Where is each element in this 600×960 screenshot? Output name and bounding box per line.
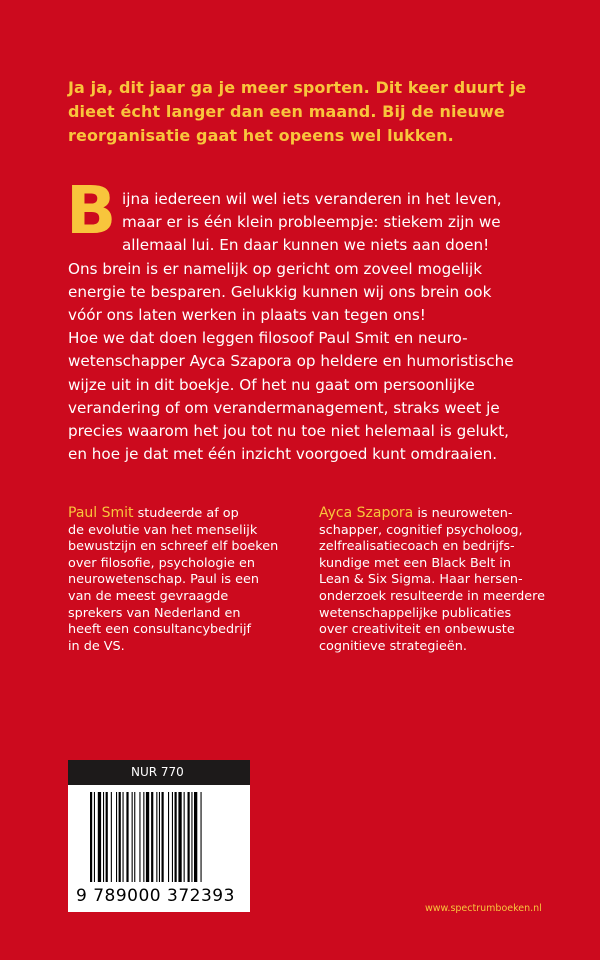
- bio-line: zelfrealisatiecoach en bedrijfs-: [319, 539, 515, 555]
- barcode-bar: [98, 792, 101, 882]
- barcode-bar: [143, 792, 144, 882]
- barcode-bar: [156, 792, 157, 882]
- tagline-line: dieet écht langer dan een maand. Bij de nieuwe: [68, 102, 505, 121]
- isbn-number: 9 789000 372393: [76, 886, 235, 906]
- barcode-bar: [126, 792, 128, 882]
- barcode-bar: [184, 792, 185, 882]
- bio-line: kundige met een Black Belt in: [319, 555, 511, 571]
- tagline: [68, 76, 526, 148]
- barcode-bar: [90, 792, 92, 882]
- blurb-line: wetenschapper Ayca Szapora op heldere en humoristische: [68, 352, 514, 371]
- barcode-bar: [106, 792, 108, 882]
- barcode-bar: [119, 792, 121, 882]
- drop-cap: B: [66, 172, 117, 249]
- barcode-bar: [168, 792, 169, 882]
- blurb-line: Hoe we dat doen leggen filosoof Paul Smit en neuro-: [68, 329, 468, 348]
- bio-line: schapper, cognitief psycholoog,: [319, 522, 523, 538]
- barcode-bar: [159, 792, 160, 882]
- barcode-bar: [123, 792, 124, 882]
- bio-line: neurowetenschap. Paul is een: [68, 572, 260, 588]
- bio-line: over creativiteit en onbewuste: [319, 622, 515, 638]
- bio-line: over filosofie, psychologie en: [68, 555, 255, 571]
- nur-code: NUR 770: [68, 760, 250, 785]
- bio-line: is neuroweten-: [413, 506, 513, 521]
- barcode-bar: [162, 792, 164, 882]
- barcode-bar: [139, 792, 140, 882]
- blurb-line: allemaal lui. En daar kunnen we niets aan doen!: [122, 236, 490, 255]
- barcode-bar: [172, 792, 173, 882]
- author-bio-ayca-szapora: [319, 505, 545, 655]
- bio-line: bewustzijn en schreef elf boeken: [68, 539, 279, 555]
- blurb-line: en hoe je dat met één inzicht voorgoed kunt omdraaien.: [68, 445, 498, 464]
- blurb-line: ijna iedereen wil wel iets veranderen in het leven,: [122, 190, 502, 208]
- barcode-bar: [103, 792, 104, 882]
- author-bio-paul-smit: [68, 505, 278, 655]
- barcode-bar: [194, 792, 197, 882]
- author-name: Ayca Szapora: [319, 505, 414, 521]
- blurb-line: maar er is één klein probleempje: stiekem zijn we: [122, 213, 501, 232]
- barcode: [88, 792, 236, 894]
- blurb-line: verandering of om verandermanagement, straks weet je: [68, 398, 500, 417]
- bio-line: studeerde af op: [133, 506, 239, 521]
- tagline-line: Ja ja, dit jaar ga je meer sporten. Dit keer duurt je: [68, 78, 527, 97]
- blurb-line: precies waarom het jou tot nu toe niet helemaal is gelukt,: [68, 422, 509, 441]
- barcode-bar: [191, 792, 192, 882]
- bio-line: Lean & Six Sigma. Haar hersen-: [319, 572, 523, 588]
- tagline-line: reorganisatie gaat het opeens wel lukken.: [68, 126, 454, 145]
- barcode-bar: [175, 792, 177, 882]
- barcode-bar: [134, 792, 135, 882]
- bio-line: in de VS.: [68, 638, 125, 654]
- publisher-url[interactable]: www.spectrumboeken.nl: [425, 903, 542, 914]
- blurb: [68, 188, 514, 466]
- barcode-bar: [188, 792, 190, 882]
- barcode-bar: [94, 792, 95, 882]
- blurb-line: wijze uit in dit boekje. Of het nu gaat om persoonlijke: [68, 375, 475, 394]
- bio-line: de evolutie van het menselijk: [68, 522, 258, 538]
- blurb-line: vóór ons laten werken in plaats van tegen ons!: [68, 306, 426, 325]
- bio-line: onderzoek resulteerde in meerdere: [319, 588, 545, 604]
- barcode-bar: [111, 792, 112, 882]
- isbn-barcode-box: [68, 760, 250, 912]
- barcode-bar: [201, 792, 202, 882]
- blurb-line: energie te besparen. Gelukkig kunnen wij ons brein ook: [68, 282, 492, 301]
- barcode-bar: [132, 792, 133, 882]
- barcode-bar: [178, 792, 181, 882]
- barcode-bar: [146, 792, 149, 882]
- blurb-line: Ons brein is er namelijk op gericht om zoveel mogelijk: [68, 259, 483, 278]
- bio-line: heeft een consultancybedrijf: [68, 622, 252, 638]
- author-name: Paul Smit: [68, 505, 134, 521]
- bio-line: van de meest gevraagde: [68, 588, 229, 604]
- bio-line: cognitieve strategieën.: [319, 638, 467, 654]
- barcode-bar: [116, 792, 117, 882]
- barcode-bar: [151, 792, 153, 882]
- bio-line: wetenschappelijke publicaties: [319, 605, 512, 621]
- bio-line: sprekers van Nederland en: [68, 605, 241, 621]
